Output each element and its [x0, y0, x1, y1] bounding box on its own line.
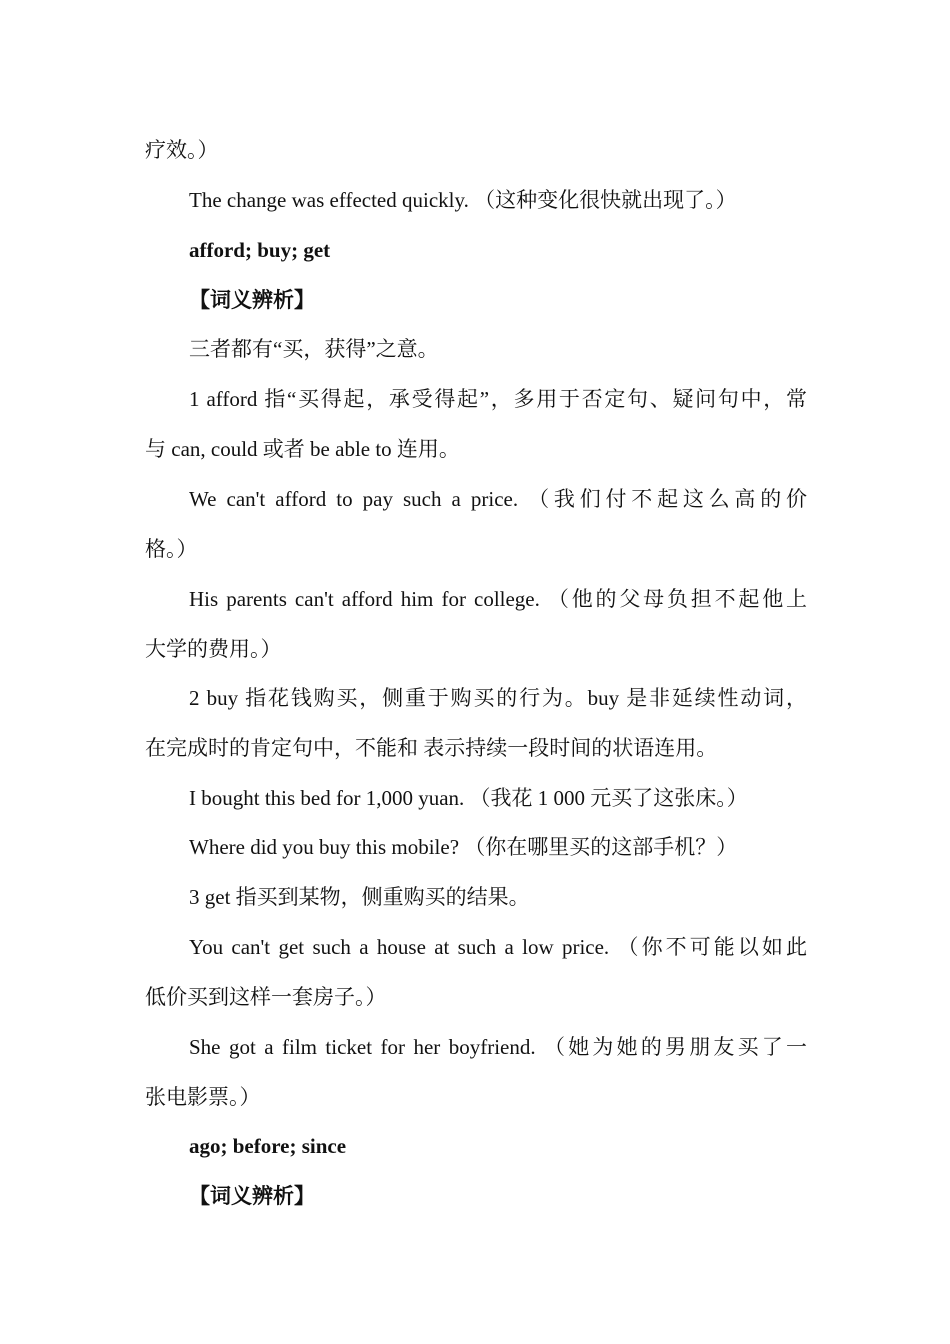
text-line: 格。） — [145, 537, 198, 561]
example-sentence: His parents can't afford him for college. （他的父母负担不起他上 — [189, 587, 807, 611]
text-line: 2 buy 指花钱购买，侧重于购买的行为。buy 是非延续性动词， — [189, 686, 807, 710]
example-sentence: Where did you buy this mobile? （你在哪里买的这部手机？） — [189, 835, 738, 859]
text-line: 张电影票。） — [145, 1085, 261, 1109]
word-group-heading: afford; buy; get — [189, 238, 331, 262]
example-sentence: You can't get such a house at such a low price. （你不可能以如此 — [189, 935, 807, 959]
example-sentence: We can't afford to pay such a price. （我们付不起这么高的价 — [189, 487, 807, 511]
section-heading: 【词义辨析】 — [189, 288, 315, 312]
example-sentence: She got a film ticket for her boyfriend. （她为她的男朋友买了一 — [189, 1035, 807, 1059]
example-sentence: The change was effected quickly. （这种变化很快就出现了。） — [189, 188, 737, 212]
example-sentence: I bought this bed for 1,000 yuan. （我花 1 000 元买了这张床。） — [189, 786, 748, 810]
word-group-heading: ago; before; since — [189, 1134, 347, 1158]
text-line: 三者都有“买，获得”之意。 — [189, 337, 439, 361]
text-line: 与 can, could 或者 be able to 连用。 — [145, 437, 460, 461]
text-line: 疗效。） — [145, 138, 219, 162]
text-line: 在完成时的肯定句中，不能和 表示持续一段时间的状语连用。 — [145, 736, 718, 760]
section-heading: 【词义辨析】 — [189, 1184, 315, 1208]
text-line: 1 afford 指“买得起，承受得起”，多用于否定句、疑问句中，常 — [189, 387, 807, 411]
text-line: 3 get 指买到某物，侧重购买的结果。 — [189, 885, 530, 909]
text-line: 大学的费用。） — [145, 637, 282, 661]
text-line: 低价买到这样一套房子。） — [145, 985, 387, 1009]
